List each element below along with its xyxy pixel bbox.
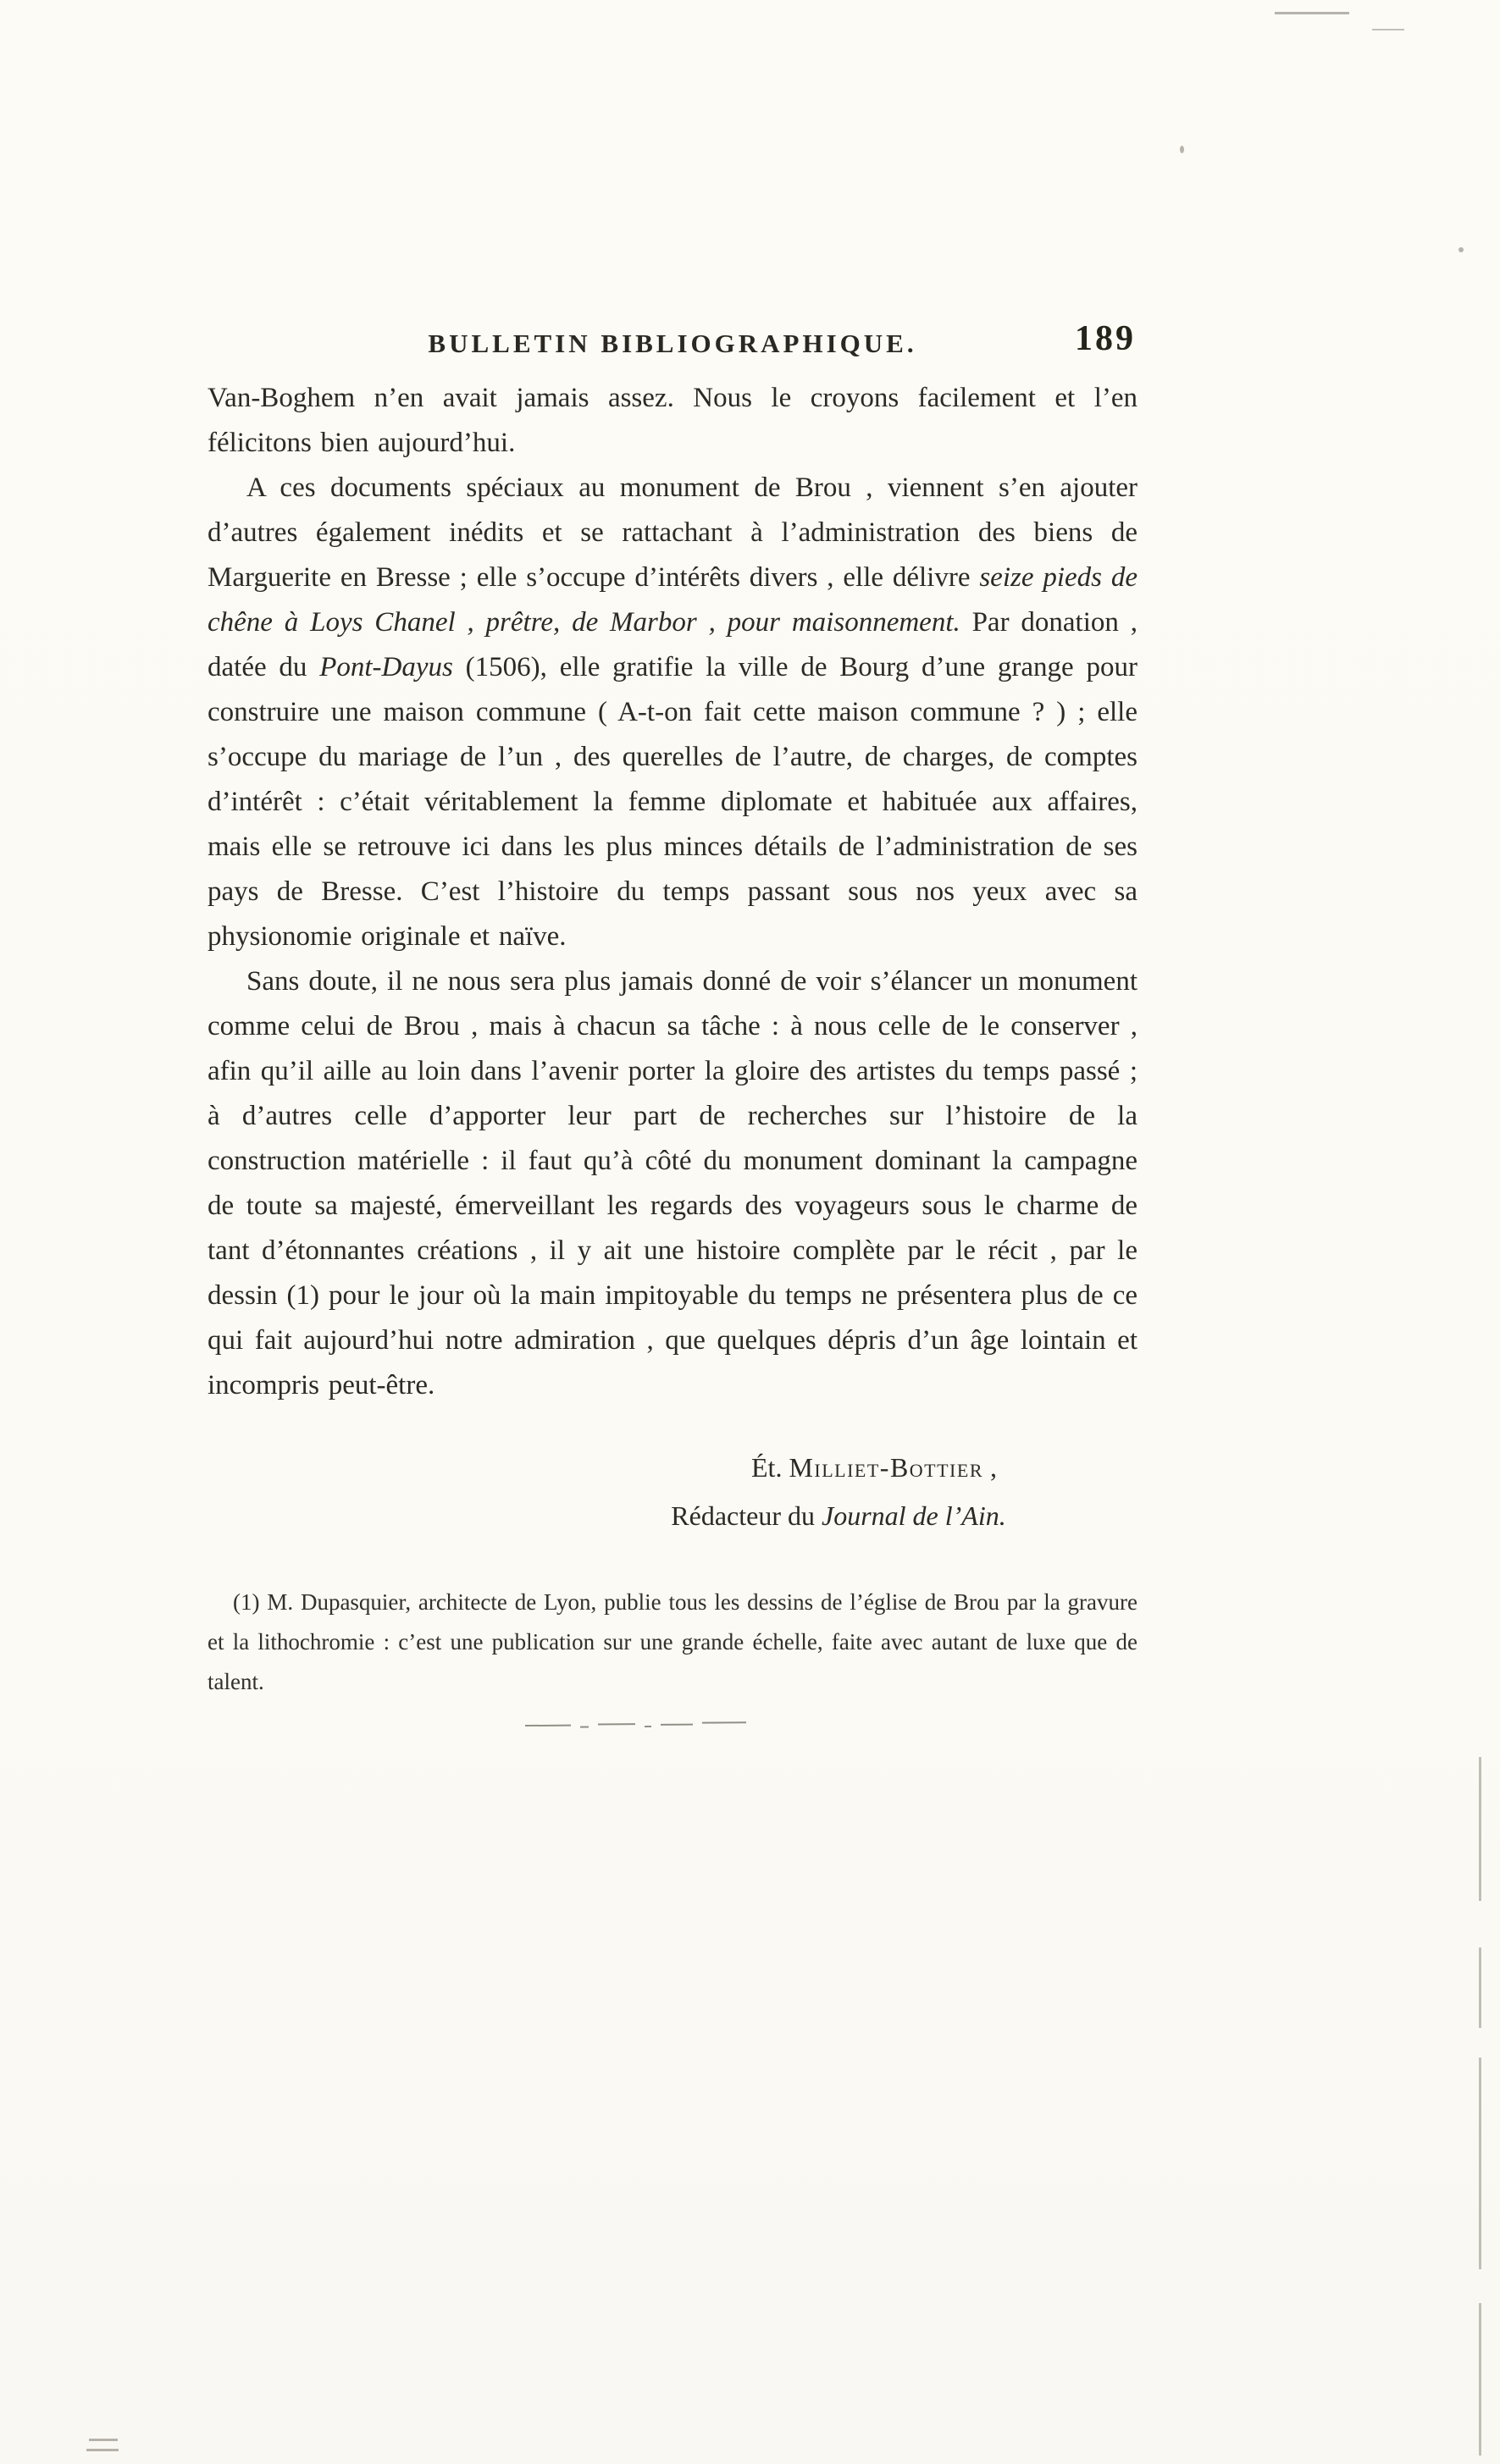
dash-mark <box>702 1721 746 1723</box>
dash-mark <box>598 1723 635 1725</box>
scan-artifact-top-right-line <box>1372 29 1404 30</box>
dash-mark <box>661 1724 693 1726</box>
page-header-title: BULLETIN BIBLIOGRAPHIQUE. <box>428 329 917 358</box>
footnote: (1) M. Dupasquier, architecte de Lyon, publie tous les dessins de l’église de Brou par la gravure et la lithochromie : c’est une publication sur une grande échelle, faite avec autant de luxe que de talent. <box>208 1589 1137 1694</box>
paragraph-3: Sans doute, il ne nous sera plus jamais donné de voir s’élancer un monument comme celui de Brou , mais à chacun sa tâche : à nous celle de le conserver , afin qu’il aille au loin dans l’avenir porter la gloire des artistes du temps passé ; à d’autres celle d’apporter leur part de recherches sur l’histoire de la construction matérielle : il faut qu’à côté du monument dominant la campagne de toute sa majesté, émerveillant les regards des voyageurs sous le charme de tant d’étonnantes créations , il y ait une histoire complète par le récit , par le dessin (1) pour le jour où la main impitoyable du temps ne présentera plus de ce qui fait aujourd’hui notre admiration , que quelques dépris d’un âge lointain et incompris peut-être. <box>208 966 1137 1401</box>
scan-artifact-page-edge <box>1479 2303 1481 2456</box>
running-head <box>208 319 1137 376</box>
signature-name: Ét. Milliet-Bottier , <box>751 1452 997 1483</box>
scan-artifact-bottom-left-mark <box>86 2449 119 2451</box>
scan-artifact-dashed-line <box>525 1723 779 1726</box>
dash-mark <box>645 1726 651 1727</box>
paragraph-1: Van-Boghem n’en avait jamais assez. Nous le croyons facilement et l’en félicitons bien aujourd’hui. <box>208 383 1137 458</box>
dash-mark <box>525 1725 571 1726</box>
scan-artifact-speck <box>1458 247 1464 252</box>
scan-artifact-speck <box>1180 146 1184 153</box>
text-column <box>208 319 1137 1702</box>
scan-artifact-top-right-line <box>1275 12 1349 14</box>
scan-artifact-page-edge <box>1479 1757 1481 1901</box>
dash-mark <box>580 1726 589 1728</box>
signature-role: Rédacteur du Journal de l’Ain. <box>671 1500 1006 1531</box>
scan-artifact-page-edge <box>1479 2058 1481 2269</box>
page-number: 189 <box>1075 319 1136 358</box>
paragraph-2: A ces documents spéciaux au monument de Brou , viennent s’en ajouter d’autres également inédits et se rattachant à l’administration des biens de Marguerite en Bresse ; elle s’occupe d’intérêts divers , elle délivre seize pieds de chêne à Loys Chanel , prêtre, de Marbor , pour maisonnement. Par donation , datée du Pont-Dayus (1506), elle gratifie la ville de Bourg d’une grange pour construire une maison commune ( A-t-on fait cette maison commune ? ) ; elle s’occupe du mariage de l’un , des querelles de l’autre, de charges, de comptes d’intérêt : c’était véritablement la femme diplomate et habituée aux affaires, mais elle se retrouve ici dans les plus minces détails de l’administration de ses pays de Bresse. C’est l’histoire du temps passant sous nos yeux avec sa physionomie originale et naïve. <box>208 472 1137 952</box>
scan-artifact-bottom-left-mark <box>89 2439 118 2441</box>
scan-artifact-page-edge <box>1479 1947 1481 2028</box>
